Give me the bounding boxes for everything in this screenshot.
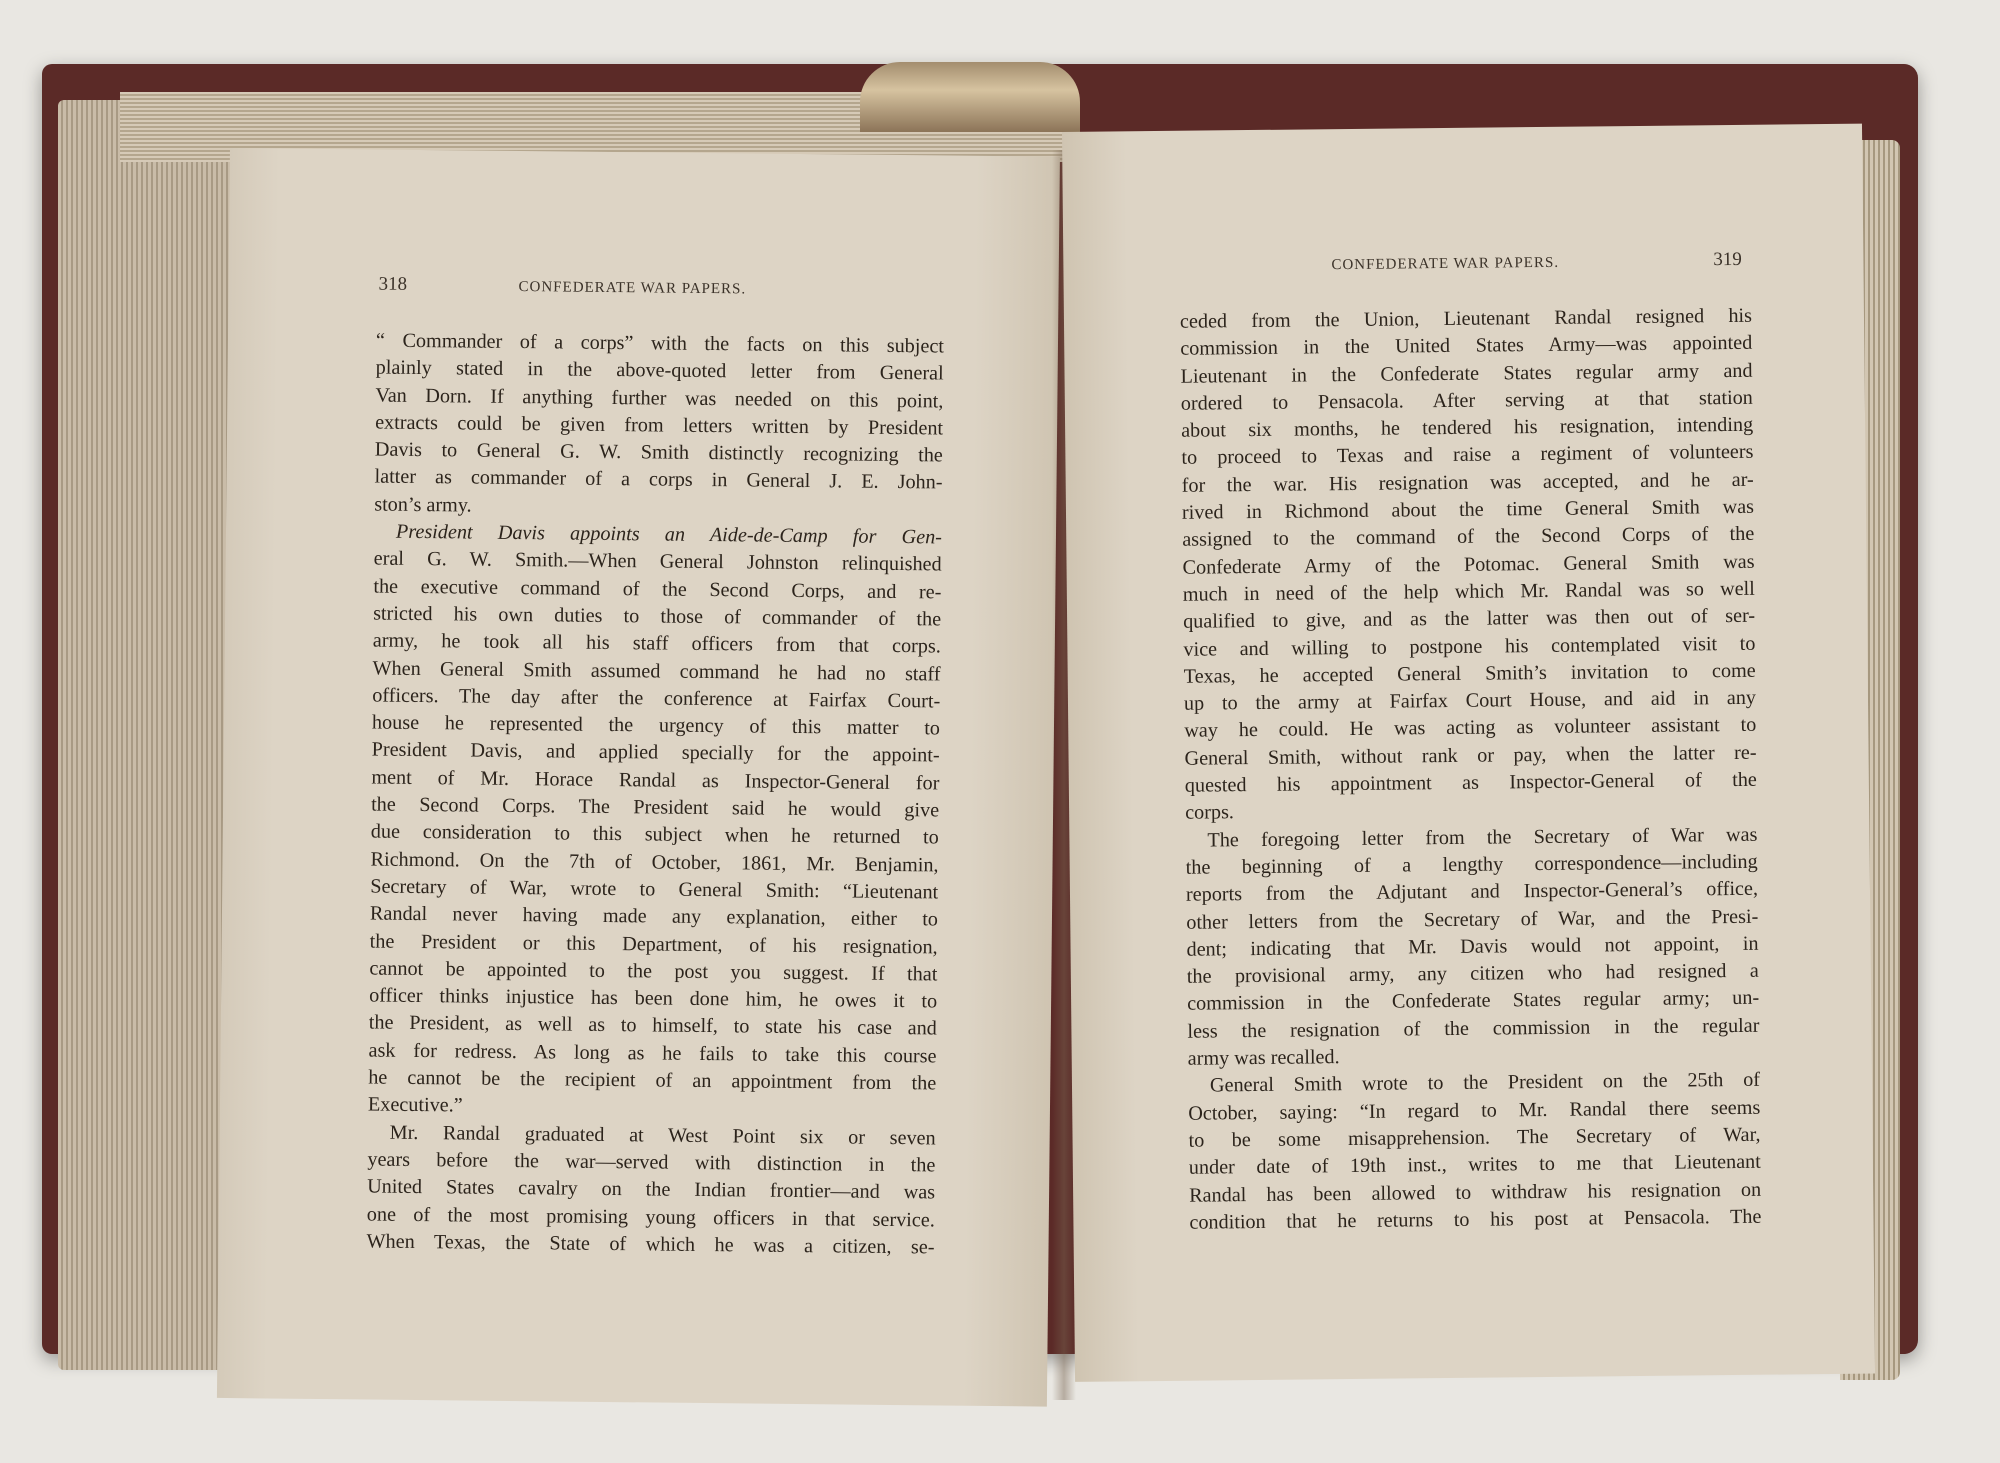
text-line: Lieutenant in the Confederate States regular army and [1180, 359, 1753, 388]
text-line: stricted his own duties to those of commander of the [373, 602, 942, 631]
text-line: officers. The day after the conference at Fairfax Court- [372, 684, 941, 713]
text-line: plainly stated in the above-quoted letter from General [375, 356, 944, 385]
text-line: ceded from the Union, Lieutenant Randal resigned his [1179, 304, 1753, 333]
running-head: CONFEDERATE WAR PAPERS. [1331, 254, 1560, 274]
page-body-text [366, 328, 944, 1262]
text-line: years before the war—served with distinction in the [367, 1148, 936, 1177]
text-line: vice and willing to postpone his contemplated visit to [1183, 632, 1756, 661]
text-line: officer thinks injustice has been done him, he owes it to [369, 984, 938, 1013]
text-line: United States cavalry on the Indian frontier—and was [367, 1175, 936, 1204]
text-line: about six months, he tendered his resignation, intending [1181, 413, 1754, 442]
text-line: Randal never having made any explanation, either to [369, 902, 939, 931]
text-line: the provisional army, any citizen who had resigned a [1186, 959, 1759, 988]
text-line: he cannot be the recipient of an appointment from the [368, 1066, 937, 1095]
text-line: When Texas, the State of which he was a citizen, se- [366, 1230, 935, 1259]
text-line: assigned to the command of the Second Corps of the [1182, 523, 1755, 552]
text-line: due consideration to this subject when he returned to [370, 820, 939, 849]
text-line: Davis to General G. W. Smith distinctly recognizing the [374, 438, 943, 467]
text-line: extracts could be given from letters written by President [375, 411, 944, 440]
text-line: under date of 19th inst., writes to me that Lieutenant [1188, 1150, 1761, 1179]
book-spine [860, 62, 1080, 132]
text-line: one of the most promising young officers in that service. [366, 1202, 935, 1231]
text-line: Secretary of War, wrote to General Smith: “Lieutenant [370, 875, 939, 904]
text-line: to be some misapprehension. The Secretary of War, [1188, 1123, 1761, 1152]
text-line: reports from the Adjutant and Inspector-General’s office, [1185, 877, 1759, 906]
text-line: ment of Mr. Horace Randal as Inspector-General for [371, 766, 940, 795]
page-number: 319 [1713, 248, 1742, 271]
text-line: ask for redress. As long as he fails to take this course [368, 1039, 937, 1068]
text-line: quested his appointment as Inspector-General of the [1184, 768, 1757, 797]
text-line: commission in the Confederate States regular army; un- [1187, 987, 1760, 1016]
text-line: dent; indicating that Mr. Davis would not appoint, in [1186, 932, 1759, 961]
section-heading-line: President Davis appoints an Aide-de-Camp for Gen- [395, 520, 943, 549]
text-line: the Second Corps. The President said he would give [371, 793, 940, 822]
text-line: President Davis, and applied specially for the appoint- [371, 738, 940, 767]
text-line: the executive command of the Second Corps, and re- [373, 575, 942, 604]
text-line: rived in Richmond about the time General Smith was [1181, 495, 1755, 524]
text-line: General Smith wrote to the President on the 25th of [1209, 1069, 1761, 1097]
text-line: cannot be appointed to the post you suggest. If that [369, 957, 938, 986]
text-line: way he could. He was acting as volunteer assistant to [1184, 714, 1757, 743]
left-page [217, 148, 1060, 1407]
page-number: 318 [378, 273, 408, 295]
text-line: the beginning of a lengthy correspondence—including [1185, 850, 1758, 879]
text-line: commission in the United States Army—was appointed [1180, 332, 1753, 361]
text-line: Confederate Army of the Potomac. General Smith was [1182, 550, 1755, 579]
text-line: less the resignation of the commission in the regular [1187, 1014, 1760, 1043]
text-line: condition that he returns to his post at Pensacola. The [1189, 1205, 1762, 1234]
text-line: corps. [1185, 801, 1235, 825]
text-line: other letters from the Secretary of War, and the Presi- [1186, 905, 1759, 934]
text-line: Executive.” [367, 1093, 463, 1117]
text-line: the President, as well as to himself, to state his case and [368, 1011, 937, 1040]
text-line: to proceed to Texas and raise a regiment of volunteers [1181, 441, 1754, 470]
text-line: Van Dorn. If anything further was needed on this point, [375, 384, 944, 413]
text-line: Texas, he accepted General Smith’s invitation to come [1183, 659, 1756, 688]
text-line: army, he took all his staff officers from that corps. [372, 629, 941, 658]
text-line: army was recalled. [1187, 1046, 1340, 1070]
text-line: latter as commander of a corps in General J. E. John- [374, 466, 943, 494]
text-line: October, saying: “In regard to Mr. Randal there seems [1188, 1096, 1761, 1125]
text-line: ordered to Pensacola. After serving at that station [1180, 386, 1753, 415]
text-line: “ Commander of a corps” with the facts on this subject [375, 329, 945, 358]
text-line: house he represented the urgency of this matter to [371, 711, 941, 740]
text-line: The foregoing letter from the Secretary of War was [1207, 823, 1758, 852]
text-line: for the war. His resignation was accepted, and he ar- [1181, 468, 1754, 497]
running-head: CONFEDERATE WAR PAPERS. [518, 279, 747, 298]
text-line: ston’s army. [374, 493, 472, 517]
text-line: the President or this Department, of his resignation, [369, 930, 938, 958]
text-line: up to the army at Fairfax Court House, and aid in any [1183, 686, 1757, 715]
text-line: General Smith, without rank or pay, when the latter re- [1184, 741, 1757, 770]
text-line: When General Smith assumed command he had no staff [372, 657, 941, 686]
text-line: Richmond. On the 7th of October, 1861, Mr. Benjamin, [370, 848, 939, 877]
text-line: much in need of the help which Mr. Randal was so well [1182, 577, 1755, 606]
text-line: eral G. W. Smith.—When General Johnston relinquished [373, 547, 942, 576]
text-line: Mr. Randal graduated at West Point six or seven [389, 1121, 936, 1150]
right-page [1062, 124, 1875, 1382]
text-line: Randal has been allowed to withdraw his resignation on [1189, 1178, 1762, 1207]
page-body-text [1180, 303, 1762, 1237]
text-line: qualified to give, and as the latter was then out of ser- [1183, 605, 1756, 634]
